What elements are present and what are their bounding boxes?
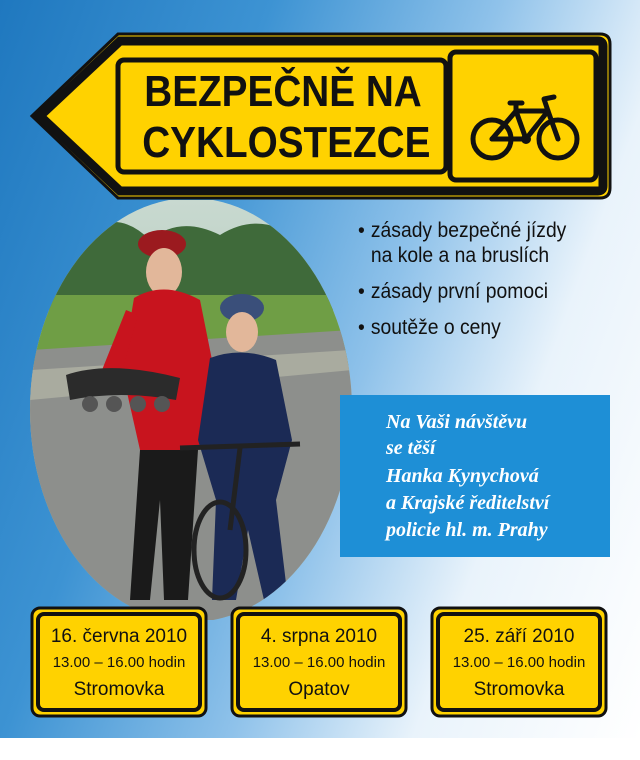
invitation-line: Hanka Kynychová (386, 465, 539, 487)
bullet-glyph: • (358, 219, 365, 242)
invitation-line: policie hl. m. Prahy (386, 519, 548, 541)
invitation-line: a Krajské ředitelství (386, 492, 550, 514)
list-item (358, 218, 606, 268)
event-sign (430, 606, 608, 718)
list-item (358, 315, 606, 340)
list-item-line: soutěže o ceny (370, 316, 501, 339)
event-place: Stromovka (73, 679, 165, 700)
event-sign (30, 606, 208, 718)
event-time: 13.00 – 16.00 hodin (252, 654, 386, 671)
topic-list (358, 218, 628, 351)
title-line-2: CYKLOSTEZCE (142, 118, 431, 167)
event-date: 25. září 2010 (463, 626, 575, 647)
direction-sign (18, 30, 614, 200)
list-item-line: zásady bezpečné jízdy (370, 219, 567, 242)
bullet-glyph: • (358, 280, 365, 303)
list-item (358, 279, 606, 304)
list-item-line: zásady první pomoci (370, 280, 549, 303)
bullet-glyph: • (358, 316, 365, 339)
cyclists-photo (30, 200, 352, 620)
event-place: Stromovka (473, 679, 565, 700)
event-place: Opatov (288, 679, 350, 700)
list-item-line: na kole a na bruslích (370, 244, 550, 267)
bicycle-icon (470, 93, 580, 163)
invitation-line: Na Vaši návštěvu (386, 411, 528, 433)
event-time: 13.00 – 16.00 hodin (52, 654, 186, 671)
title-line-1: BEZPEČNĚ NA (144, 67, 422, 116)
invitation-line: se těší (386, 437, 436, 459)
event-time: 13.00 – 16.00 hodin (452, 654, 586, 671)
invitation-box (340, 395, 610, 557)
event-date: 16. června 2010 (50, 626, 188, 647)
event-date: 4. srpna 2010 (260, 626, 378, 647)
event-sign (230, 606, 408, 718)
